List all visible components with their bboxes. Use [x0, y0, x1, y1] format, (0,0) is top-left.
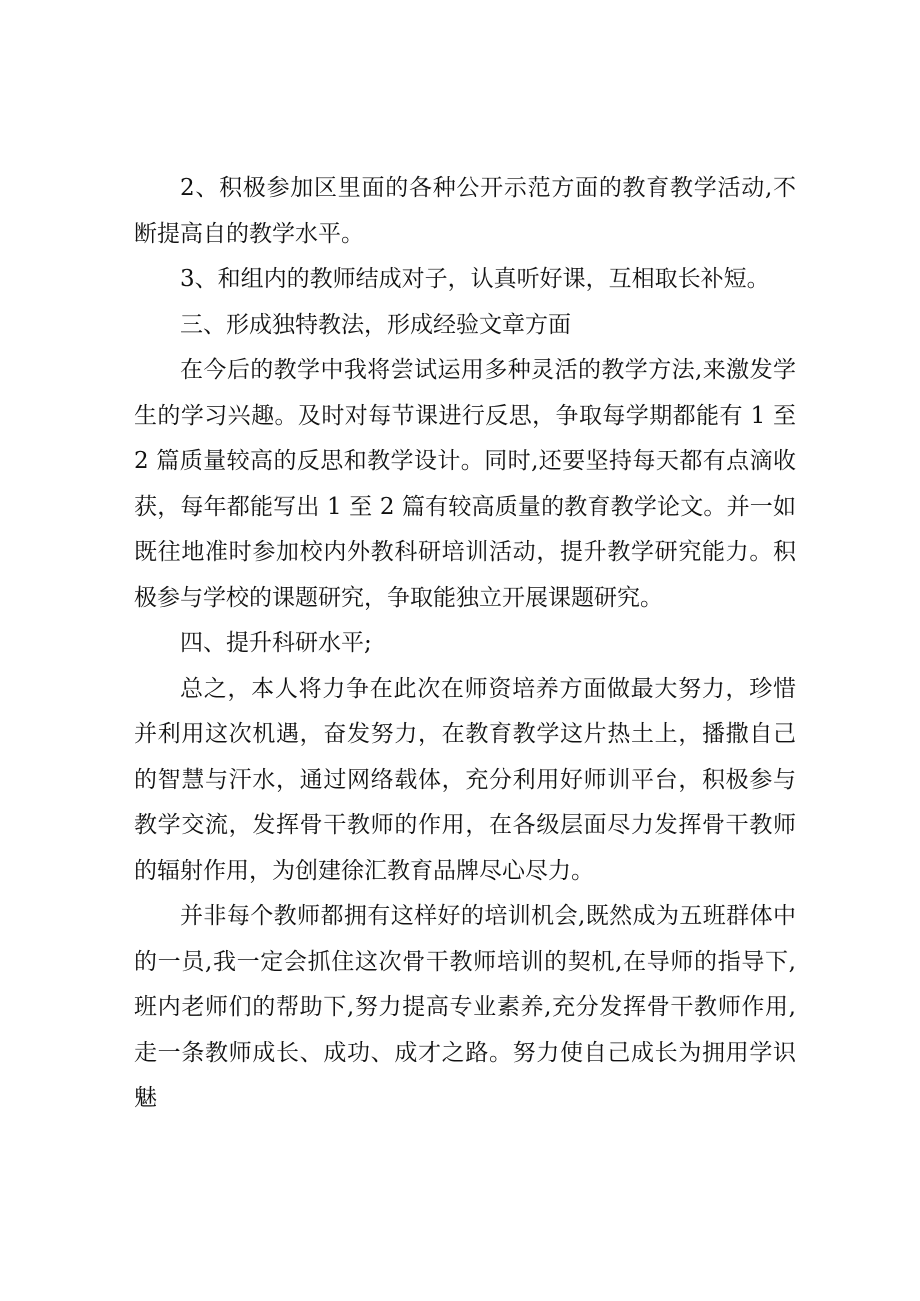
section-heading-4: 四、提升科研水平;: [180, 630, 372, 656]
paragraph-summary: 总之，本人将力争在此次在师资培养方面做最大努力，珍惜并利用这次机遇，奋发努力，在教育教学这片热土上，播撒自己的智慧与汗水，通过网络载体，充分利用好师训平台，积极参与教学交流，发挥骨干教师的作用，在各级层面尽力发挥骨干教师的辐射作用，为创建徐汇教育品牌尽心尽力。: [134, 675, 796, 884]
paragraph-teaching-methods: 在今后的教学中我将尝试运用多种灵活的教学方法,来激发学生的学习兴趣。及时对每节课进行反思，争取每学期都能有 1 至 2 篇质量较高的反思和教学设计。同时,还要坚持每天都有点滴收获，每年都能写出 1 至 2 篇有较高质量的教育教学论文。并一如既往地准时参加校内外教科研培训活动，提升教学研究能力。积极参与学校的课题研究，争取能独立开展课题研究。: [134, 357, 796, 611]
paragraph-opportunity: 并非每个教师都拥有这样好的培训机会,既然成为五班群体中的一员,我一定会抓住这次骨干教师培训的契机,在导师的指导下,班内老师们的帮助下,努力提高专业素养,充分发挥骨干教师作用,走一条教师成长、成功、成才之路。努力使自己成长为拥用学识魅: [134, 903, 796, 1111]
paragraph-item-2: 2、积极参加区里面的各种公开示范方面的教育教学活动,不断提高自的教学水平。: [134, 175, 796, 247]
document-body: [134, 166, 796, 1122]
paragraph-item-3: 3、和组内的教师结成对子，认真听好课，互相取长补短。: [180, 266, 770, 292]
section-heading-3: 三、形成独特教法，形成经验文章方面: [180, 311, 571, 338]
